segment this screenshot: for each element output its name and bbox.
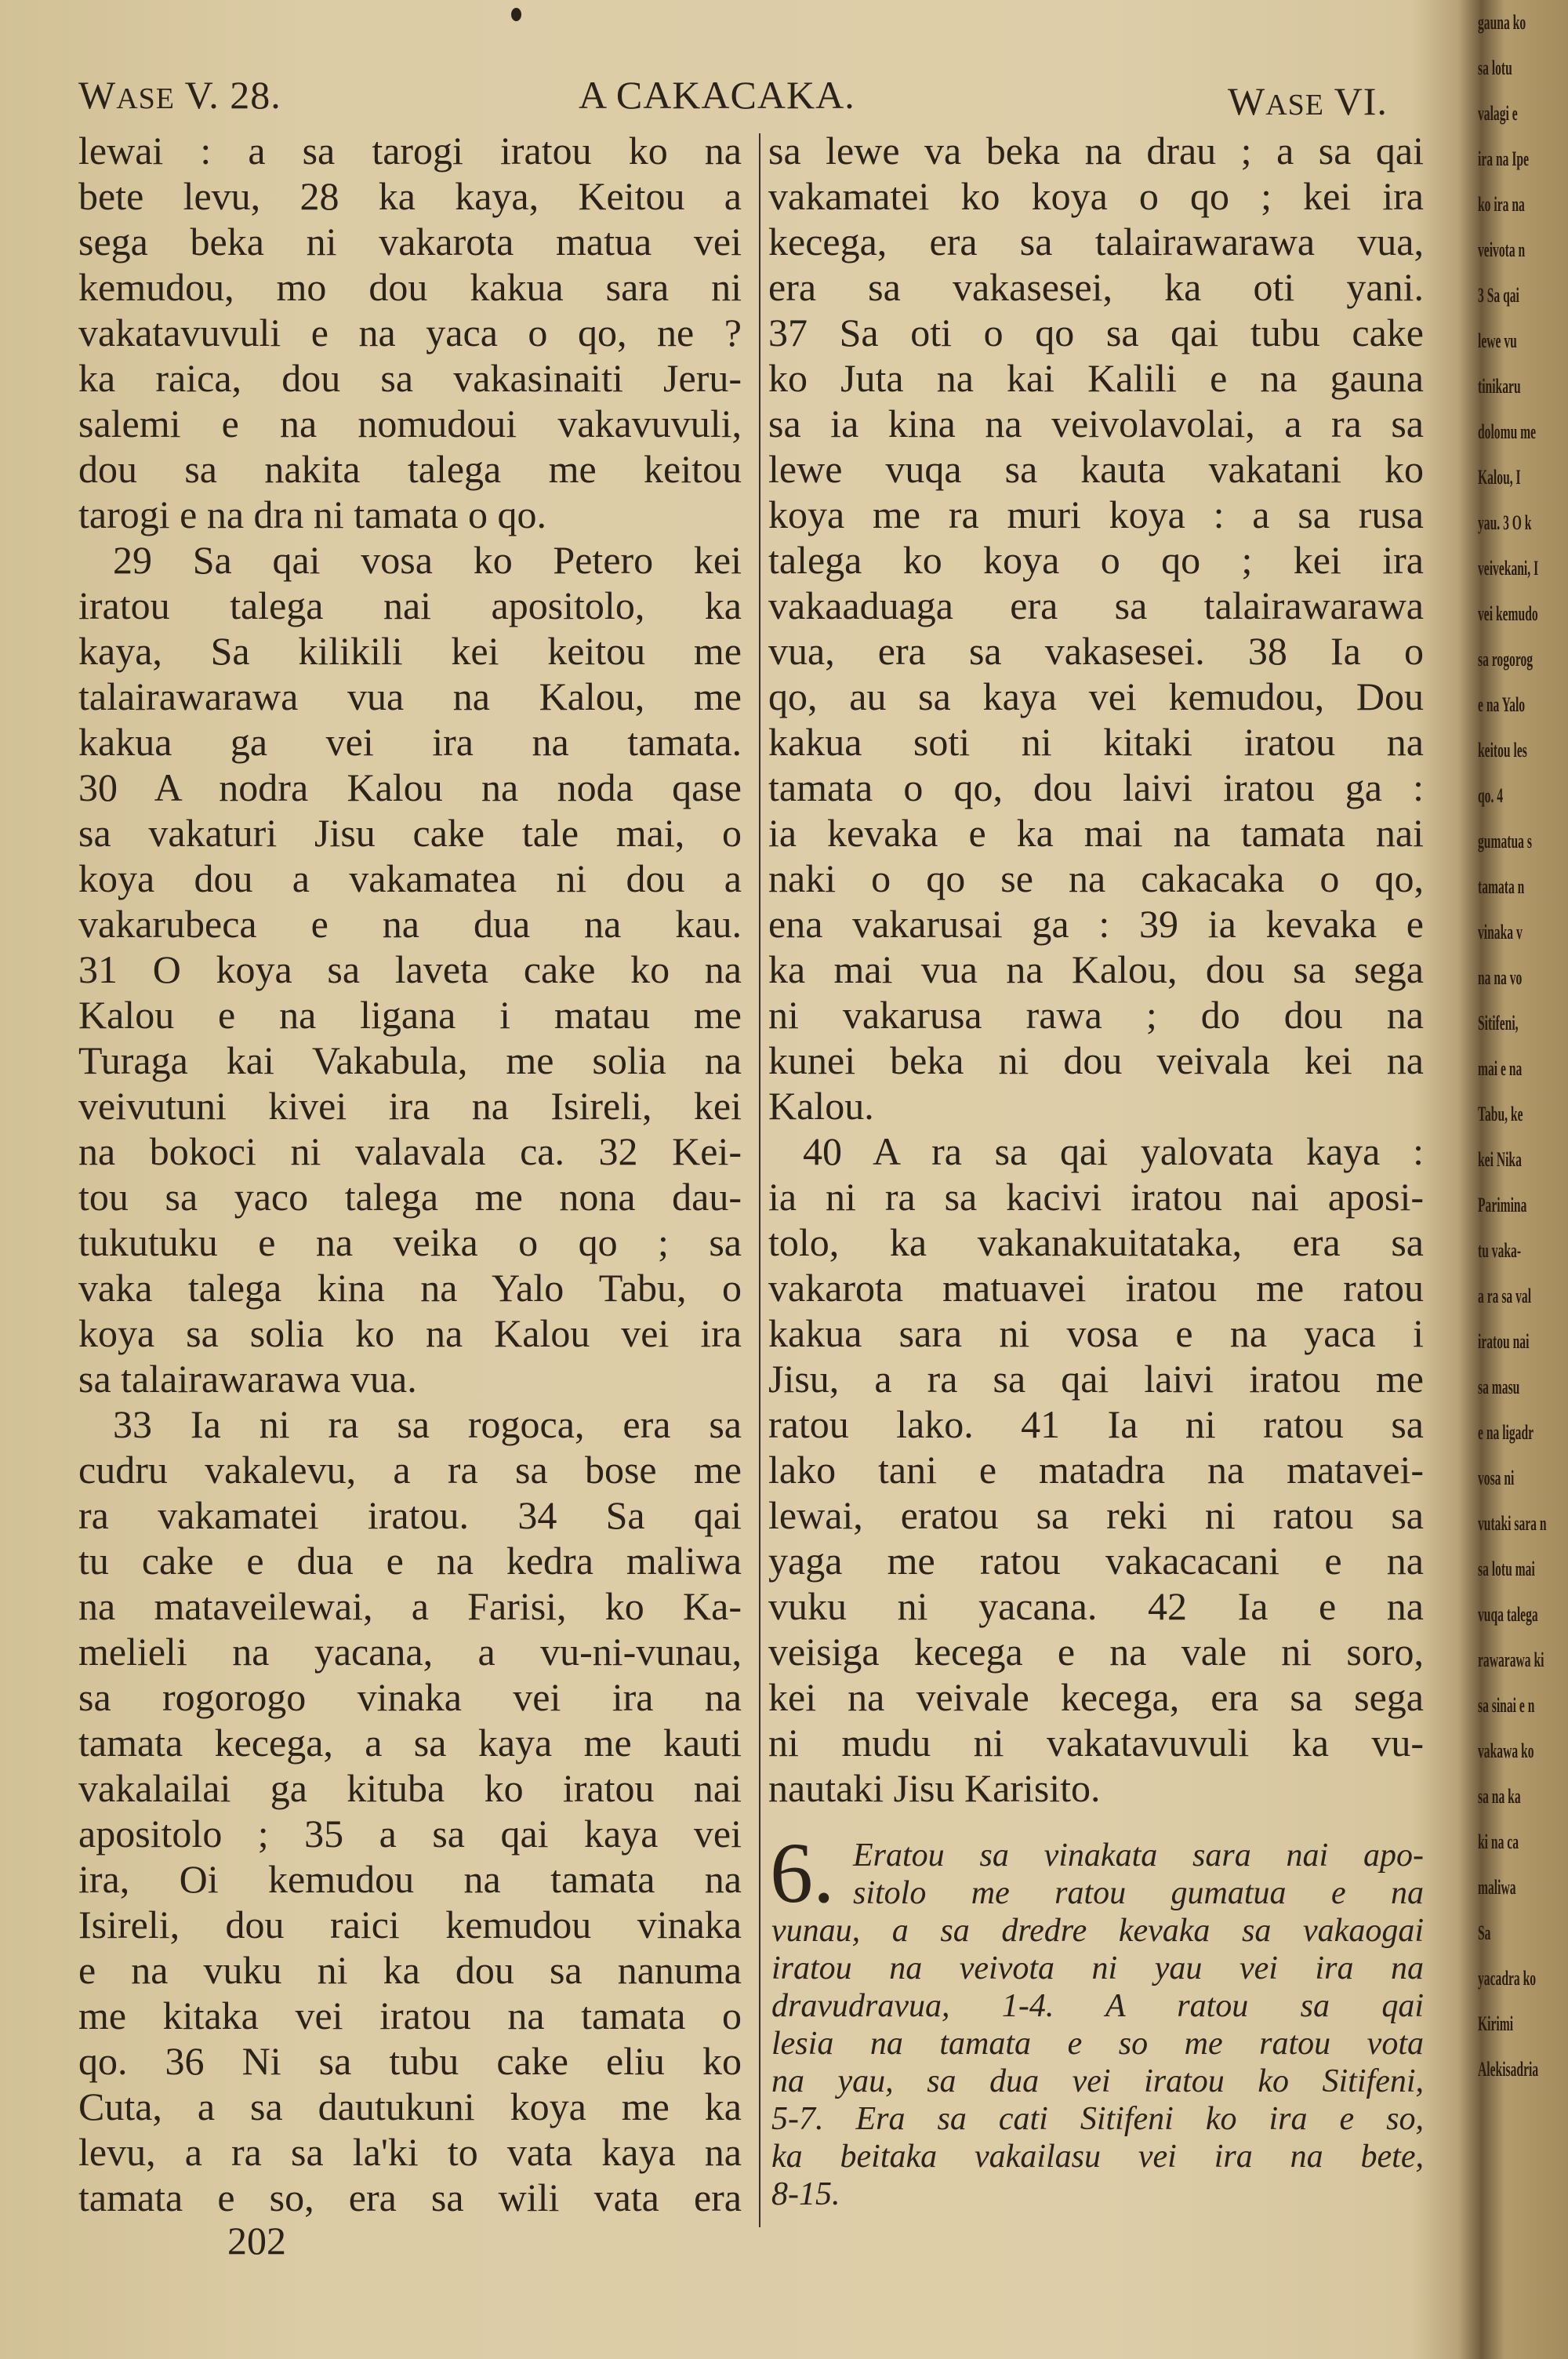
adjacent-page-fragment: rawarawa ki bbox=[1478, 1648, 1544, 1671]
adjacent-page-fragment: keitou les bbox=[1478, 739, 1527, 761]
text-line: tu cake e dua e na kedra maliwa bbox=[78, 1539, 742, 1583]
running-header-left bbox=[78, 72, 281, 118]
adjacent-page-fragment: ki na ca bbox=[1478, 1830, 1519, 1853]
header-right-rest: VI. bbox=[1324, 79, 1388, 123]
text-line: koya sa solia ko na Kalou vei ira bbox=[78, 1311, 742, 1355]
text-line: 29 Sa qai vosa ko Petero kei bbox=[113, 538, 742, 582]
header-right-initial: W bbox=[1228, 79, 1266, 123]
adjacent-page-fragment: sa masu bbox=[1478, 1376, 1520, 1398]
text-line: sa talairawarawa vua. bbox=[78, 1357, 417, 1401]
summary-line: ka beitaka vakailasu vei ira na bete, bbox=[771, 2139, 1424, 2175]
text-line: vakatavuvuli e na yaca o qo, ne ? bbox=[78, 311, 742, 354]
adjacent-page-fragment: qo. 4 bbox=[1478, 784, 1504, 807]
adjacent-page-fragment: e na ligadr bbox=[1478, 1421, 1534, 1444]
adjacent-page-fragment: gumatua s bbox=[1478, 830, 1532, 852]
text-line: tukutuku e na veika o qo ; sa bbox=[78, 1220, 742, 1264]
adjacent-page-fragment: veivota n bbox=[1478, 238, 1526, 261]
adjacent-page-edge bbox=[1478, 0, 1568, 2359]
text-line: Jisu, a ra sa qai laivi iratou me bbox=[768, 1357, 1424, 1401]
text-line: salemi e na nomudoui vakavuvuli, bbox=[78, 402, 742, 445]
text-line: na bokoci ni valavala ca. 32 Kei- bbox=[78, 1129, 742, 1173]
summary-line: lesia na tamata e so me ratou vota bbox=[771, 2026, 1424, 2062]
adjacent-page-fragment: sa na ka bbox=[1478, 1785, 1521, 1808]
adjacent-page-fragment: Parimina bbox=[1478, 1194, 1527, 1216]
adjacent-page-fragment: Alekisadria bbox=[1478, 2058, 1539, 2081]
text-line: era sa vakasesei, ka oti yani. bbox=[768, 265, 1424, 309]
adjacent-page-fragment: Kalou, I bbox=[1478, 466, 1521, 489]
text-line: kakua soti ni kitaki iratou na bbox=[768, 720, 1424, 764]
text-line: Isireli, dou raici kemudou vinaka bbox=[78, 1903, 742, 1946]
adjacent-page-fragment: vakawa ko bbox=[1478, 1739, 1534, 1762]
text-line: kaya, Sa kilikili kei keitou me bbox=[78, 629, 742, 673]
text-line: kei na veivale kecega, era sa sega bbox=[768, 1675, 1424, 1719]
text-line: ia kevaka e ka mai na tamata nai bbox=[768, 811, 1424, 855]
text-line: ratou lako. 41 Ia ni ratou sa bbox=[768, 1402, 1424, 1446]
text-line: ni mudu ni vakatavuvuli ka vu- bbox=[768, 1721, 1424, 1765]
text-line: Kalou e na ligana i matau me bbox=[78, 993, 742, 1037]
adjacent-page-fragment: lewe vu bbox=[1478, 329, 1517, 352]
text-line: tamata o qo, dou laivi iratou ga : bbox=[768, 765, 1424, 809]
text-line: vuku ni yacana. 42 Ia e na bbox=[768, 1584, 1424, 1628]
text-line: Cuta, a sa dautukuni koya me ka bbox=[78, 2085, 742, 2128]
text-line: ia ni ra sa kacivi iratou nai aposi- bbox=[768, 1175, 1424, 1219]
text-line: vakarubeca e na dua na kau. bbox=[78, 902, 742, 946]
chapter-number: 6. bbox=[770, 1825, 835, 1921]
adjacent-page-fragment: vuqa talega bbox=[1478, 1603, 1538, 1626]
text-line: sa ia kina na veivolavolai, a ra sa bbox=[768, 402, 1424, 445]
text-line: 40 A ra sa qai yalovata kaya : bbox=[803, 1129, 1424, 1173]
text-line: apositolo ; 35 a sa qai kaya vei bbox=[78, 1812, 742, 1856]
text-line: kecega, era sa talairawarawa vua, bbox=[768, 220, 1424, 264]
text-line: vakarota matuavei iratou me ratou bbox=[768, 1266, 1424, 1310]
header-left-rest: V. 28. bbox=[175, 73, 281, 117]
text-line: na mataveilewai, a Farisi, ko Ka- bbox=[78, 1584, 742, 1628]
text-line: ra vakamatei iratou. 34 Sa qai bbox=[78, 1493, 742, 1537]
header-right-smallcaps: ASE bbox=[1265, 89, 1324, 122]
printing-speck bbox=[511, 8, 521, 21]
adjacent-page-fragment: tu vaka- bbox=[1478, 1239, 1522, 1262]
summary-line: 8-15. bbox=[771, 2176, 840, 2212]
running-header-title: A CAKACAKA. bbox=[579, 73, 855, 117]
text-line: sa lewe va beka na drau ; a sa qai bbox=[768, 129, 1424, 173]
text-line: lewe vuqa sa kauta vakatani ko bbox=[768, 447, 1424, 491]
text-line: e na vuku ni ka dou sa nanuma bbox=[78, 1948, 742, 1992]
summary-line: Eratou sa vinakata sara nai apo- bbox=[853, 1837, 1424, 1874]
text-line: veivutuni kivei ira na Isireli, kei bbox=[78, 1084, 742, 1128]
adjacent-page-fragment: mai e na bbox=[1478, 1057, 1523, 1080]
adjacent-page-fragment: sa rogorog bbox=[1478, 648, 1534, 671]
adjacent-page-fragment: na na vo bbox=[1478, 966, 1523, 989]
header-left-smallcaps: ASE bbox=[116, 82, 175, 115]
text-line: nautaki Jisu Karisito. bbox=[768, 1766, 1101, 1810]
text-line: ni vakarusa rawa ; do dou na bbox=[768, 993, 1424, 1037]
text-line: ko Juta na kai Kalili e na gauna bbox=[768, 356, 1424, 400]
adjacent-page-fragment: vinaka v bbox=[1478, 921, 1523, 943]
text-line: tou sa yaco talega me nona dau- bbox=[78, 1175, 742, 1219]
adjacent-page-fragment: ira na Ipe bbox=[1478, 147, 1530, 170]
text-line: ka raica, dou sa vakasinaiti Jeru- bbox=[78, 356, 742, 400]
summary-line: iratou na veivota ni yau vei ira na bbox=[771, 1950, 1424, 1986]
text-line: levu, a ra sa la'ki to vata kaya na bbox=[78, 2130, 742, 2174]
adjacent-page-fragment: vutaki sara n bbox=[1478, 1512, 1547, 1535]
text-line: qo. 36 Ni sa tubu cake eliu ko bbox=[78, 2039, 742, 2083]
text-line: koya dou a vakamatea ni dou a bbox=[78, 856, 742, 900]
adjacent-page-fragment: sa lotu mai bbox=[1478, 1558, 1535, 1580]
text-line: cudru vakalevu, a ra sa bose me bbox=[78, 1448, 742, 1492]
adjacent-page-fragment: 3 Sa qai bbox=[1478, 284, 1519, 307]
adjacent-page-fragment: ko ira na bbox=[1478, 193, 1525, 216]
text-line: dou sa nakita talega me keitou bbox=[78, 447, 742, 491]
text-line: iratou talega nai apositolo, ka bbox=[78, 583, 742, 627]
text-line: talairawarawa vua na Kalou, me bbox=[78, 674, 742, 718]
adjacent-page-fragment: Kirimi bbox=[1478, 2012, 1514, 2035]
text-line: ena vakarusai ga : 39 ia kevaka e bbox=[768, 902, 1424, 946]
adjacent-page-fragment: Sitifeni, bbox=[1478, 1012, 1519, 1034]
adjacent-page-fragment: veivekani, I bbox=[1478, 557, 1539, 580]
text-line: veisiga kecega e na vale ni soro, bbox=[768, 1630, 1424, 1674]
text-line: naki o qo se na cakacaka o qo, bbox=[768, 856, 1424, 900]
text-line: 33 Ia ni ra sa rogoca, era sa bbox=[113, 1402, 742, 1446]
summary-line: vunau, a sa dredre kevaka sa vakaogai bbox=[771, 1913, 1424, 1949]
adjacent-page-fragment: vei kemudo bbox=[1478, 602, 1538, 625]
text-line: koya me ra muri koya : a sa rusa bbox=[768, 493, 1424, 536]
text-line: ka mai vua na Kalou, dou sa sega bbox=[768, 947, 1424, 991]
text-line: tolo, ka vakanakuitataka, era sa bbox=[768, 1220, 1424, 1264]
column-divider bbox=[759, 133, 760, 2227]
text-line: kakua ga vei ira na tamata. bbox=[78, 720, 742, 764]
header-left-initial: W bbox=[78, 73, 117, 117]
adjacent-page-fragment: a ra sa val bbox=[1478, 1285, 1532, 1307]
text-line: bete levu, 28 ka kaya, Keitou a bbox=[78, 174, 742, 218]
summary-line: sitolo me ratou gumatua e na bbox=[853, 1875, 1424, 1911]
chapter-summary bbox=[770, 1825, 1424, 2213]
text-line: melieli na yacana, a vu-ni-vunau, bbox=[78, 1630, 742, 1674]
text-line: kunei beka ni dou veivala kei na bbox=[768, 1038, 1424, 1082]
text-line: lewai, eratou sa reki ni ratou sa bbox=[768, 1493, 1424, 1537]
summary-line: 5-7. Era sa cati Sitifeni ko ira e so, bbox=[771, 2101, 1424, 2137]
adjacent-page-fragment: dolomu me bbox=[1478, 420, 1537, 443]
adjacent-page-fragment: yacadra ko bbox=[1478, 1967, 1537, 1990]
text-line: kemudou, mo dou kakua sara ni bbox=[78, 265, 742, 309]
text-line: vua, era sa vakasesei. 38 Ia o bbox=[768, 629, 1424, 673]
text-line: 30 A nodra Kalou na noda qase bbox=[78, 765, 742, 809]
text-line: vakamatei ko koya o qo ; kei ira bbox=[768, 174, 1424, 218]
adjacent-page-fragment: yau. 3 O k bbox=[1478, 511, 1532, 534]
adjacent-page-fragment: e na Yalo bbox=[1478, 693, 1526, 716]
text-line: lako tani e matadra na matavei- bbox=[768, 1448, 1424, 1492]
adjacent-page-fragment: iratou nai bbox=[1478, 1330, 1530, 1353]
adjacent-page-fragment: tamata n bbox=[1478, 875, 1525, 898]
text-line: me kitaka vei iratou na tamata o bbox=[78, 1994, 742, 2037]
summary-line: dravudravua, 1-4. A ratou sa qai bbox=[771, 1988, 1424, 2024]
text-line: tamata e so, era sa wili vata era bbox=[78, 2175, 742, 2219]
text-line: talega ko koya o qo ; kei ira bbox=[768, 538, 1424, 582]
running-header-right bbox=[1228, 78, 1388, 124]
adjacent-page-fragment: Tabu, ke bbox=[1478, 1103, 1523, 1125]
text-line: tamata kecega, a sa kaya me kauti bbox=[78, 1721, 742, 1765]
summary-line: na yau, sa dua vei iratou ko Sitifeni, bbox=[771, 2063, 1424, 2099]
adjacent-page-fragment: kei Nika bbox=[1478, 1148, 1522, 1171]
text-line: sega beka ni vakarota matua vei bbox=[78, 220, 742, 264]
text-line: 31 O koya sa laveta cake ko na bbox=[78, 947, 742, 991]
text-line: tarogi e na dra ni tamata o qo. bbox=[78, 493, 546, 536]
text-line: Kalou. bbox=[768, 1084, 874, 1128]
adjacent-page-fragment: tinikaru bbox=[1478, 375, 1521, 398]
right-text-column bbox=[768, 128, 1424, 1811]
text-line: vakaaduaga era sa talairawarawa bbox=[768, 583, 1424, 627]
text-line: 37 Sa oti o qo sa qai tubu cake bbox=[768, 311, 1424, 354]
text-line: qo, au sa kaya vei kemudou, Dou bbox=[768, 674, 1424, 718]
adjacent-page-fragment: sa sinai e n bbox=[1478, 1694, 1535, 1717]
text-line: sa vakaturi Jisu cake tale mai, o bbox=[78, 811, 742, 855]
text-line: kakua sara ni vosa e na yaca i bbox=[768, 1311, 1424, 1355]
adjacent-page-fragment: valagi e bbox=[1478, 102, 1518, 125]
text-line: vakalailai ga kituba ko iratou nai bbox=[78, 1766, 742, 1810]
adjacent-page-fragment: sa lotu bbox=[1478, 56, 1512, 79]
page-number: 202 bbox=[227, 2219, 286, 2263]
text-line: vaka talega kina na Yalo Tabu, o bbox=[78, 1266, 742, 1310]
adjacent-page-fragment: maliwa bbox=[1478, 1876, 1516, 1899]
adjacent-page-fragment: vosa ni bbox=[1478, 1467, 1515, 1489]
left-text-column bbox=[78, 128, 742, 2220]
text-line: ira, Oi kemudou na tamata na bbox=[78, 1857, 742, 1901]
text-line: lewai : a sa tarogi iratou ko na bbox=[78, 129, 742, 173]
adjacent-page-fragment: Sa bbox=[1478, 1921, 1491, 1944]
text-line: yaga me ratou vakacacani e na bbox=[768, 1539, 1424, 1583]
adjacent-page-fragment: gauna ko bbox=[1478, 11, 1526, 34]
text-line: sa rogorogo vinaka vei ira na bbox=[78, 1675, 742, 1719]
text-line: Turaga kai Vakabula, me solia na bbox=[78, 1038, 742, 1082]
